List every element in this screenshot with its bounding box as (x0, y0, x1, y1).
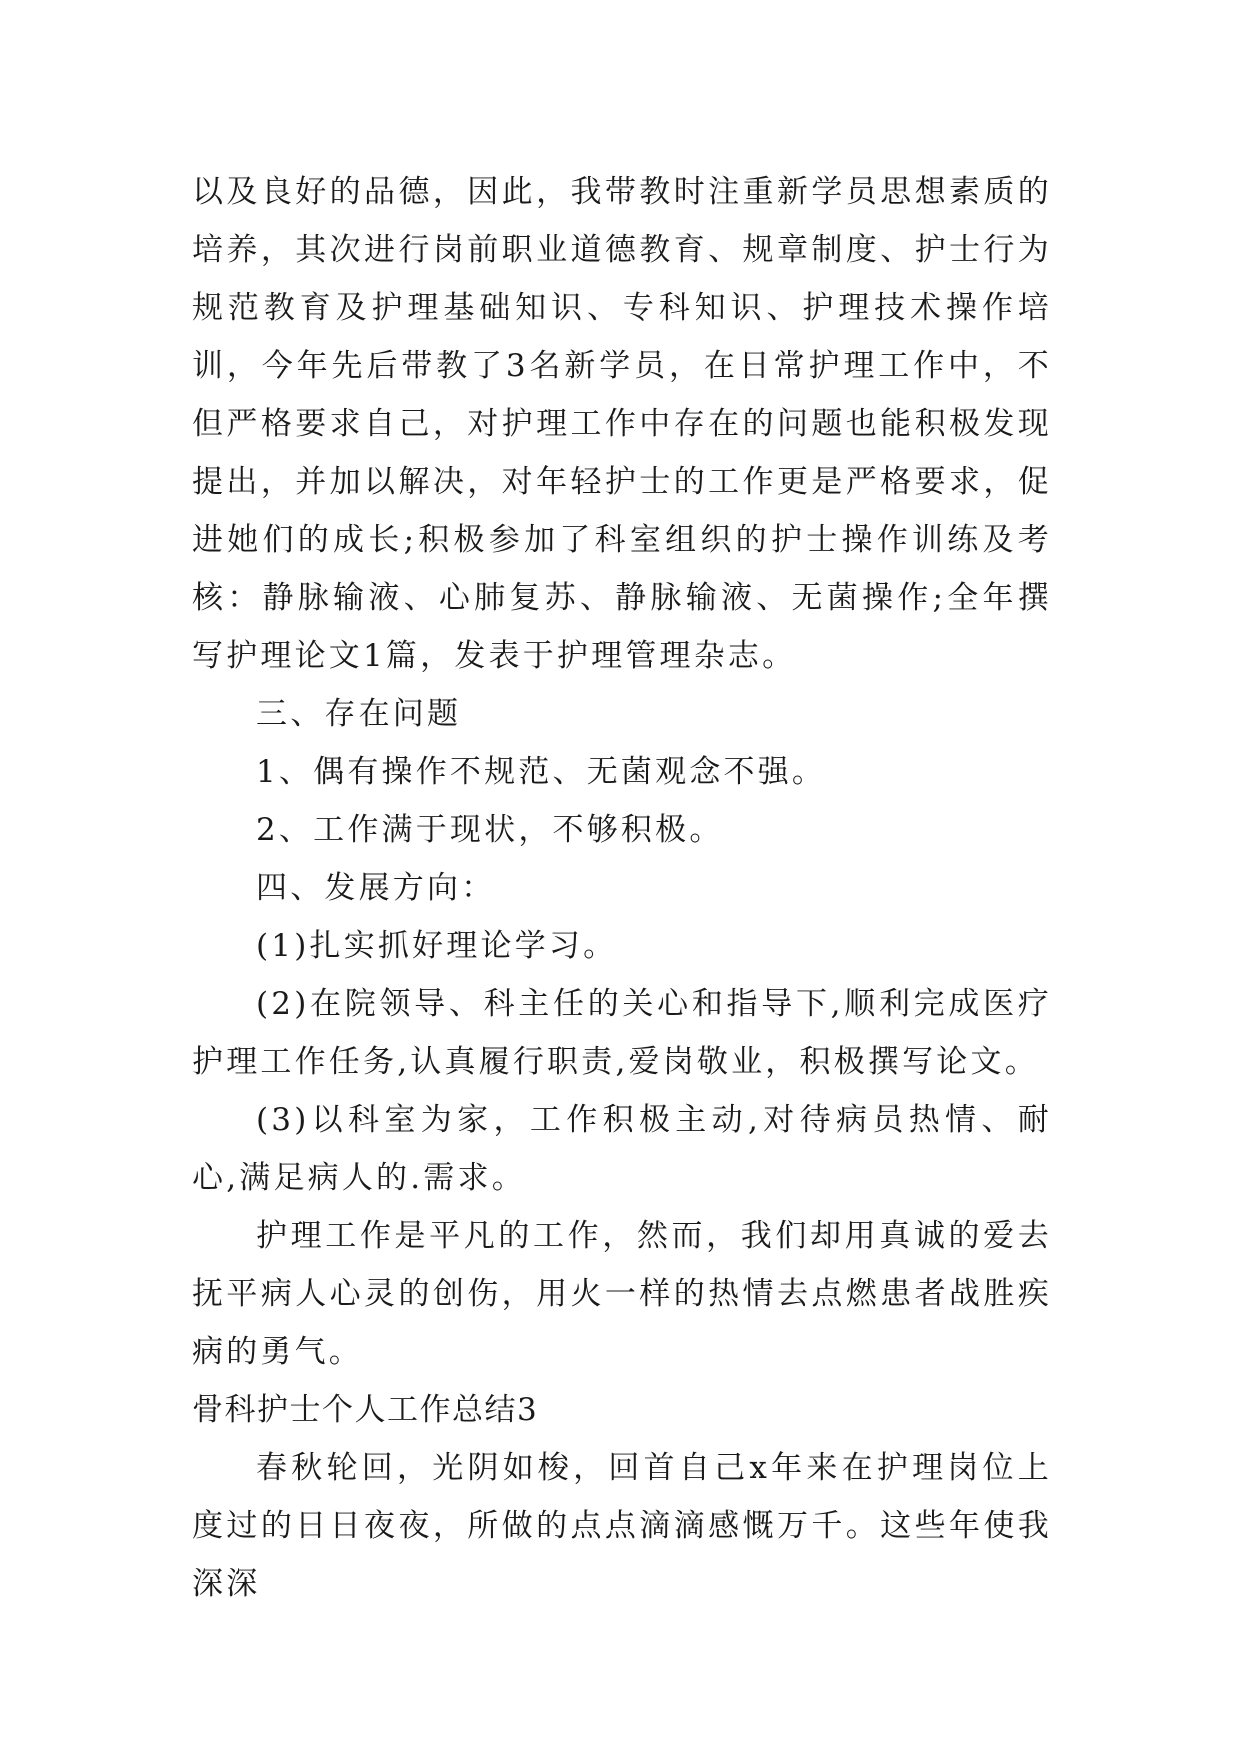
section-3-opening-paragraph: 春秋轮回，光阴如梭，回首自己x年来在护理岗位上度过的日日夜夜，所做的点点滴滴感慨万千。这些年使我深深 (192, 1450, 1052, 1602)
direction-item-3: (3)以科室为家，工作积极主动,对待病员热情、耐心,满足病人的.需求。 (192, 1102, 1052, 1196)
problem-item-2: 2、工作满于现状，不够积极。 (256, 812, 724, 848)
problem-item-1: 1、偶有操作不规范、无菌观念不强。 (256, 754, 827, 790)
heading-existing-problems: 三、存在问题 (256, 696, 462, 732)
paragraph-continuation: 以及良好的品德，因此，我带教时注重新学员思想素质的培养，其次进行岗前职业道德教育、规章制度、护士行为规范教育及护理基础知识、专科知识、护理技术操作培训，今年先后带教了3名新学员，在日常护理工作中，不但严格要求自己，对护理工作中存在的问题也能积极发现提出，并加以解决，对年轻护士的工作更是严格要求，促进她们的成长;积极参加了科室组织的护士操作训练及考核：静脉输液、心肺复苏、静脉输液、无菌操作;全年撰写护理论文1篇，发表于护理管理杂志。 (192, 174, 1052, 674)
direction-item-2: (2)在院领导、科主任的关心和指导下,顺利完成医疗护理工作任务,认真履行职责,爱岗敬业，积极撰写论文。 (192, 986, 1052, 1080)
heading-development-direction: 四、发展方向： (256, 870, 496, 906)
section-title: 骨科护士个人工作总结3 (192, 1392, 539, 1428)
direction-item-1: (1)扎实抓好理论学习。 (256, 928, 618, 964)
document-body (192, 163, 1052, 1613)
closing-paragraph: 护理工作是平凡的工作，然而，我们却用真诚的爱去抚平病人心灵的创伤，用火一样的热情去点燃患者战胜疾病的勇气。 (192, 1218, 1052, 1370)
